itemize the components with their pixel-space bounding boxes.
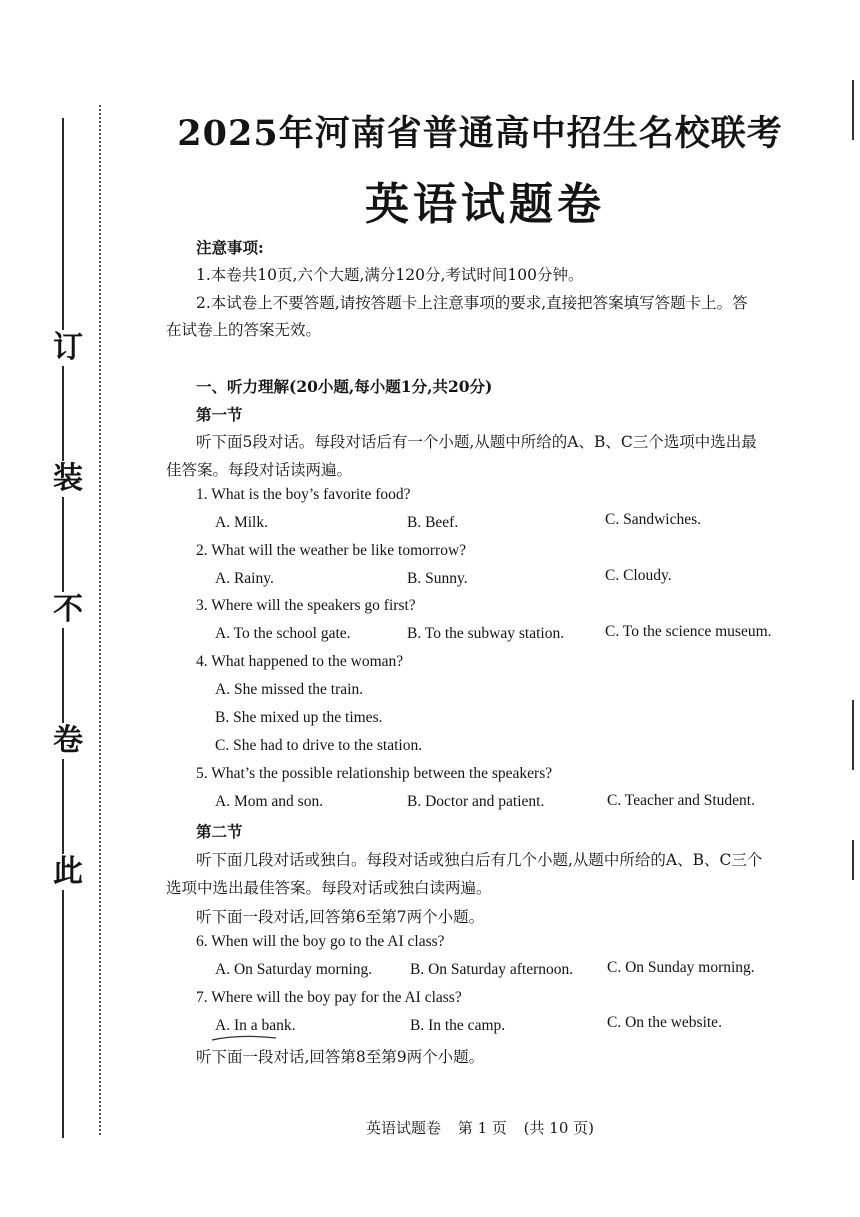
q1-option-b: B. Beef. — [407, 514, 459, 531]
margin-char: 不 — [53, 592, 83, 627]
page-footer — [0, 1117, 860, 1138]
binding-warning — [48, 330, 88, 890]
notice-item-1: 1.本卷共10页,六个大题,满分120分,考试时间100分钟。 — [196, 266, 584, 284]
footer-page: 第 1 页 — [457, 1119, 507, 1137]
question-5: 5. What’s the possible relationship between the speakers? — [196, 765, 553, 782]
q6-option-a: A. On Saturday morning. — [215, 961, 373, 978]
section2-instructions: 听下面几段对话或独白。每段对话或独白后有几个小题,从题中所给的A、B、C三个 — [196, 851, 763, 869]
notice-item-2-cont: 在试卷上的答案无效。 — [166, 321, 322, 339]
q4-option-b: B. She mixed up the times. — [215, 709, 383, 726]
q1-option-a: A. Milk. — [215, 514, 268, 531]
q1-option-c: C. Sandwiches. — [605, 511, 702, 528]
q3-option-a: A. To the school gate. — [215, 625, 351, 642]
q2-option-a: A. Rainy. — [215, 570, 274, 587]
q5-option-b: B. Doctor and patient. — [407, 793, 545, 810]
question-3: 3. Where will the speakers go first? — [196, 597, 416, 614]
q7-option-b: B. In the camp. — [410, 1017, 506, 1034]
dialogue-intro-8-9: 听下面一段对话,回答第8至第9两个小题。 — [196, 1048, 485, 1066]
notice-heading: 注意事项: — [196, 238, 264, 257]
q5-option-a: A. Mom and son. — [215, 793, 324, 810]
section2-instructions-cont: 选项中选出最佳答案。每段对话或独白读两遍。 — [166, 879, 492, 897]
margin-char: 卷 — [53, 723, 83, 758]
question-2: 2. What will the weather be like tomorrow? — [196, 542, 467, 559]
question-1: 1. What is the boy’s favorite food? — [196, 486, 411, 503]
q2-option-b: B. Sunny. — [407, 570, 468, 587]
footer-name: 英语试题卷 — [366, 1119, 442, 1137]
q4-option-a: A. She missed the train. — [215, 681, 364, 698]
q4-option-c: C. She had to drive to the station. — [215, 737, 423, 754]
part1-heading: 一、听力理解(20小题,每小题1分,共20分) — [196, 377, 493, 396]
q7-option-c: C. On the website. — [607, 1014, 722, 1031]
margin-char: 订 — [53, 330, 83, 365]
q6-option-b: B. On Saturday afternoon. — [410, 961, 574, 978]
q6-option-c: C. On Sunday morning. — [607, 959, 755, 976]
exam-title: 2025年河南省普通高中招生名校联考 — [177, 113, 783, 154]
margin-char: 此 — [53, 854, 83, 889]
exam-subject-title: 英语试题卷 — [365, 179, 605, 230]
q5-option-c: C. Teacher and Student. — [607, 792, 755, 809]
pen-mark — [210, 1030, 280, 1044]
section1-instructions: 听下面5段对话。每段对话后有一个小题,从题中所给的A、B、C三个选项中选出最 — [196, 433, 757, 451]
margin-dotted-line — [99, 105, 101, 1135]
q3-option-b: B. To the subway station. — [407, 625, 565, 642]
right-edge-mark — [852, 700, 854, 770]
q3-option-c: C. To the science museum. — [605, 623, 772, 640]
notice-item-2: 2.本试卷上不要答题,请按答题卡上注意事项的要求,直接把答案填写答题卡上。答 — [196, 294, 748, 312]
footer-total: (共 10 页) — [523, 1119, 594, 1137]
question-6: 6. When will the boy go to the AI class? — [196, 933, 445, 950]
section1-heading: 第一节 — [196, 405, 243, 424]
q2-option-c: C. Cloudy. — [605, 567, 672, 584]
question-7: 7. Where will the boy pay for the AI class? — [196, 989, 462, 1006]
margin-char: 装 — [53, 461, 83, 496]
section2-heading: 第二节 — [196, 822, 243, 841]
right-edge-mark — [852, 840, 854, 880]
q7-option-a: A. In a bank. — [215, 1017, 296, 1034]
section1-instructions-cont: 佳答案。每段对话读两遍。 — [166, 461, 353, 479]
question-4: 4. What happened to the woman? — [196, 653, 404, 670]
dialogue-intro-6-7: 听下面一段对话,回答第6至第7两个小题。 — [196, 908, 485, 926]
